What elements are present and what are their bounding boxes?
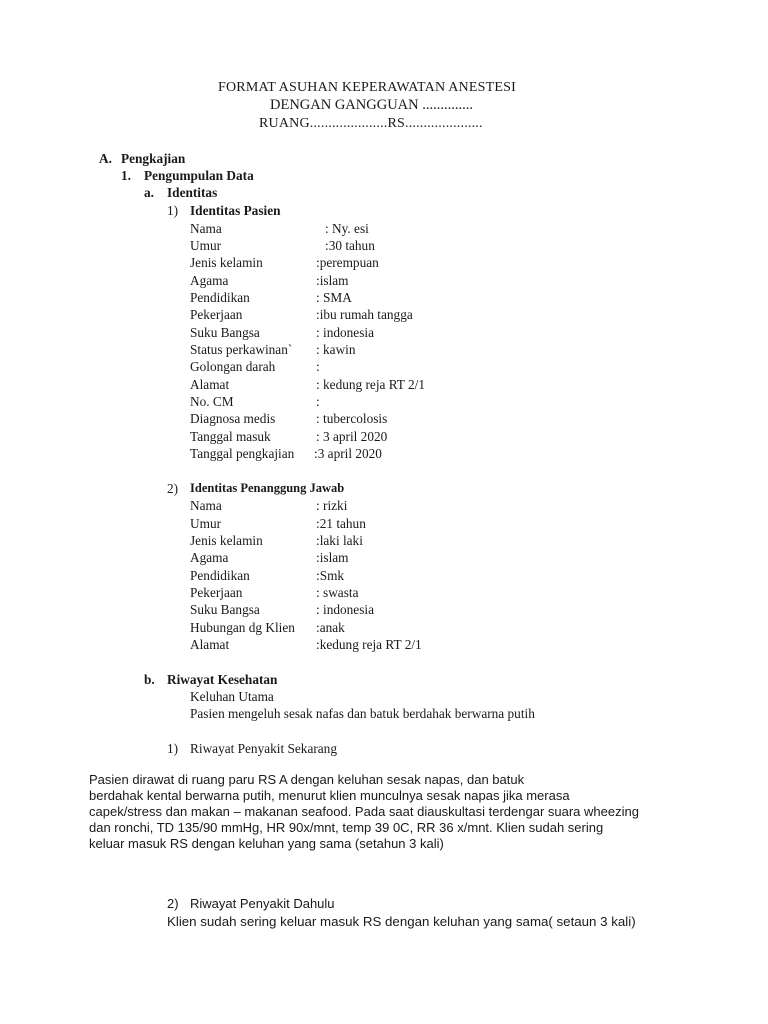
guardian-value-suku-bangsa: : indonesia (316, 602, 374, 617)
patient-label-alamat: Alamat (190, 377, 230, 392)
patient-value-pekerjaan: :ibu rumah tangga (316, 307, 413, 322)
current-illness-title: Riwayat Penyakit Sekarang (190, 741, 337, 756)
subsection-1-marker: 1. (121, 168, 131, 183)
guardian-label-pekerjaan: Pekerjaan (190, 585, 243, 600)
guardian-label-alamat: Alamat (190, 637, 230, 652)
guardian-title: Identitas Penanggung Jawab (190, 481, 345, 495)
patient-label-pendidikan: Pendidikan (190, 290, 250, 305)
guardian-label-agama: Agama (190, 550, 229, 565)
guardian-label-hubungan: Hubungan dg Klien (190, 620, 295, 635)
guardian-value-pendidikan: :Smk (316, 568, 345, 583)
past-illness-text: Klien sudah sering keluar masuk RS dengan keluhan yang sama( setaun 3 kali) (167, 914, 636, 929)
patient-label-umur: Umur (190, 238, 222, 253)
patient-label-pekerjaan: Pekerjaan (190, 307, 243, 322)
patient-title: Identitas Pasien (190, 203, 281, 218)
patient-label-golongan-darah: Golongan darah (190, 359, 276, 374)
patient-value-pendidikan: : SMA (316, 290, 352, 305)
title-line-3: RUANG.....................RS..................... (259, 116, 483, 131)
current-illness-line: keluar masuk RS dengan keluhan yang sama (setahun 3 kali) (89, 836, 444, 851)
guardian-value-umur: :21 tahun (316, 516, 366, 531)
patient-value-tanggal-pengkajian: :3 april 2020 (314, 446, 382, 461)
patient-value-status-perkawinan: : kawin (316, 342, 356, 357)
current-illness-line: capek/stress dan makan – makanan seafood. Pada saat diauskultasi terdengar suara wheezing (89, 804, 639, 819)
patient-value-golongan-darah: : (316, 359, 320, 374)
history-title: Riwayat Kesehatan (167, 672, 278, 687)
patient-value-diagnosa-medis: : tubercolosis (316, 411, 388, 426)
current-illness-line: berdahak kental berwarna putih, menurut klien munculnya sesak napas jika merasa (89, 788, 570, 803)
patient-label-jenis-kelamin: Jenis kelamin (190, 255, 263, 270)
patient-value-no-cm: : (316, 394, 320, 409)
patient-value-tanggal-masuk: : 3 april 2020 (316, 429, 388, 444)
guardian-value-alamat: :kedung reja RT 2/1 (316, 637, 422, 652)
guardian-value-hubungan: :anak (316, 620, 345, 635)
current-illness-line: dan ronchi, TD 135/90 mmHg, HR 90x/mnt, temp 39 0C, RR 36 x/mnt. Klien sudah sering (89, 820, 604, 835)
title-line-2: DENGAN GANGGUAN .............. (270, 97, 473, 113)
guardian-label-pendidikan: Pendidikan (190, 568, 250, 583)
current-illness-line: Pasien dirawat di ruang paru RS A dengan keluhan sesak napas, dan batuk (89, 772, 525, 787)
guardian-label-suku-bangsa: Suku Bangsa (190, 602, 260, 617)
guardian-value-jenis-kelamin: :laki laki (316, 533, 363, 548)
guardian-value-pekerjaan: : swasta (316, 585, 359, 600)
guardian-label-umur: Umur (190, 516, 222, 531)
past-illness-title: Riwayat Penyakit Dahulu (190, 896, 335, 911)
patient-label-agama: Agama (190, 273, 229, 288)
patient-label-nama: Nama (190, 221, 222, 236)
guardian-label-nama: Nama (190, 498, 222, 513)
patient-value-agama: :islam (316, 273, 349, 288)
guardian-label-jenis-kelamin: Jenis kelamin (190, 533, 263, 548)
section-a-title: Pengkajian (121, 151, 186, 166)
subsection-a-title: Identitas (167, 185, 218, 200)
patient-label-diagnosa-medis: Diagnosa medis (190, 411, 276, 426)
patient-label-no-cm: No. CM (190, 394, 234, 409)
patient-value-alamat: : kedung reja RT 2/1 (316, 377, 426, 392)
patient-value-umur: :30 tahun (325, 238, 375, 253)
current-illness-marker: 1) (167, 741, 179, 756)
patient-value-suku-bangsa: : indonesia (316, 325, 374, 340)
patient-label-suku-bangsa: Suku Bangsa (190, 325, 260, 340)
title-line-1: FORMAT ASUHAN KEPERAWATAN ANESTESI (218, 80, 516, 95)
history-marker: b. (144, 672, 155, 687)
guardian-value-nama: : rizki (316, 498, 348, 513)
chief-complaint-text: Pasien mengeluh sesak nafas dan batuk berdahak berwarna putih (190, 706, 535, 721)
subsection-1-title: Pengumpulan Data (144, 168, 254, 183)
patient-value-nama: : Ny. esi (325, 221, 369, 236)
patient-label-tanggal-masuk: Tanggal masuk (190, 429, 271, 444)
past-illness-marker: 2) (167, 896, 179, 911)
patient-label-tanggal-pengkajian: Tanggal pengkajian (190, 446, 295, 461)
guardian-marker: 2) (167, 481, 179, 496)
guardian-value-agama: :islam (316, 550, 349, 565)
subsection-a-marker: a. (144, 185, 154, 200)
patient-label-status-perkawinan: Status perkawinan` (190, 342, 293, 357)
section-a-marker: A. (99, 151, 112, 166)
chief-complaint-label: Keluhan Utama (190, 689, 274, 704)
patient-value-jenis-kelamin: :perempuan (316, 255, 379, 270)
patient-marker: 1) (167, 203, 179, 218)
